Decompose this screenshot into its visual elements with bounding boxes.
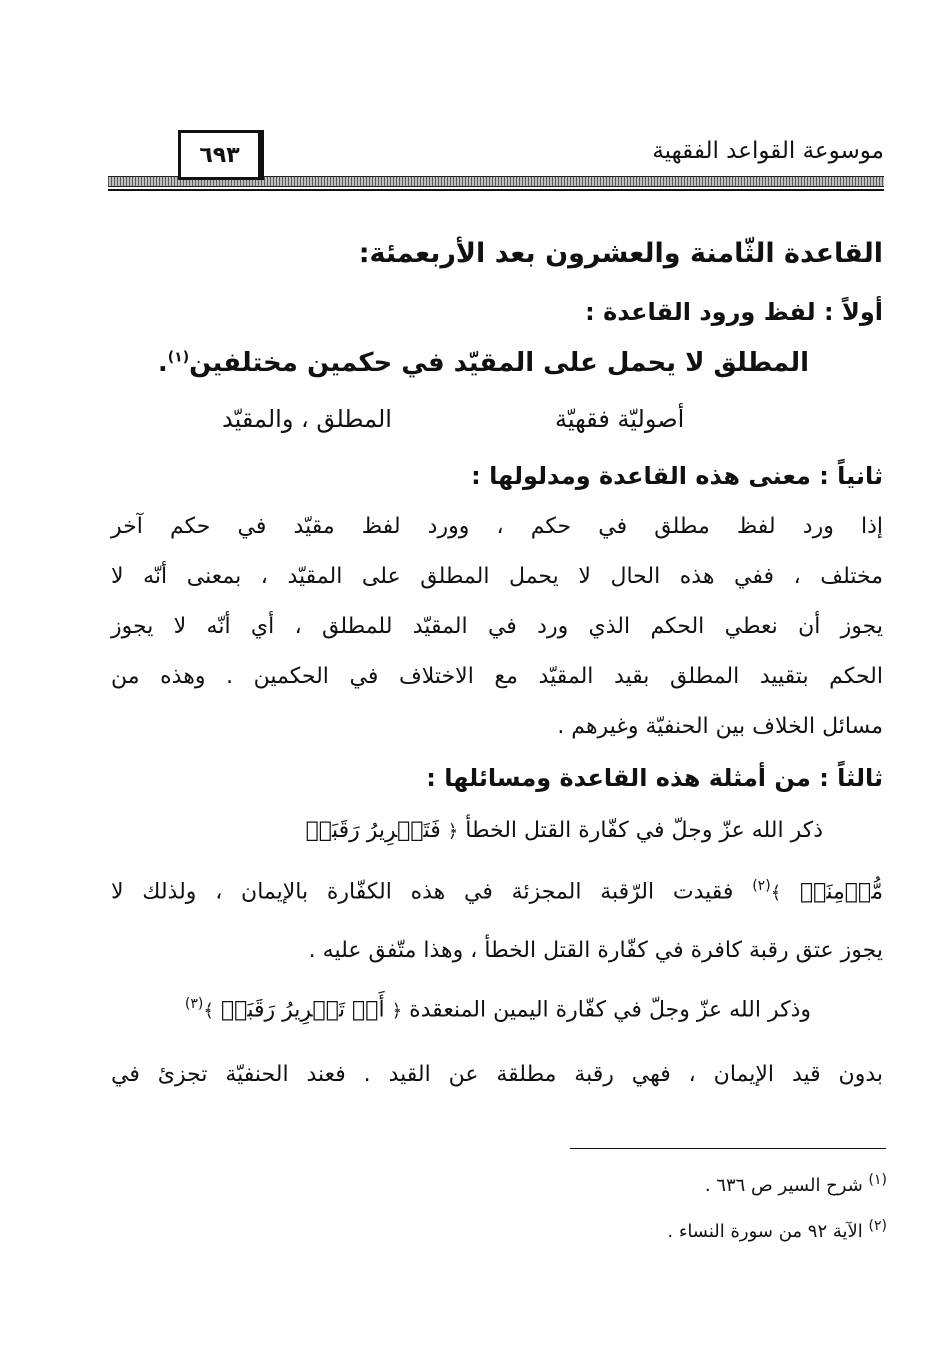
- footnote-ref-3: (٣): [184, 996, 204, 1012]
- footnote-2-marker: (٢): [868, 1218, 887, 1234]
- example1-line-3: يجوز عتق رقبة كافرة في كفّارة القتل الخطأ ، وهذا متّفق عليه .: [308, 938, 883, 963]
- footnote-1-marker: (١): [868, 1172, 887, 1188]
- example1-line-2: [111, 878, 883, 906]
- footnote-1-text: شرح السير ص ٦٣٦ .: [704, 1175, 863, 1196]
- book-title: موسوعة القواعد الفقهية: [652, 138, 884, 164]
- ornate-bracket-open: ﴿: [447, 821, 459, 842]
- footnote-ref-1: (١): [167, 349, 190, 366]
- page-number-box: [178, 130, 264, 180]
- example2-text-1: وذكر الله عزّ وجلّ في كفّارة اليمين المنعقدة: [409, 997, 811, 1023]
- verse2: أَوۡ تَحۡرِيرُ رَقَبَةٖ: [220, 997, 385, 1023]
- meaning-line-3: يجوز أن نعطي الحكم الذي ورد في المقيّد للمطلق ، أي أنّه لا يجوز: [111, 614, 883, 639]
- ornate-bracket-close: ﴾: [770, 882, 782, 904]
- meaning-line-2: مختلف ، ففي هذه الحال لا يحمل المطلق على المقيّد ، بمعنى أنّه لا: [111, 564, 883, 589]
- meaning-line-1: إذا ورد لفظ مطلق في حكم ، وورد لفظ مقيّد في حكم آخر: [111, 514, 883, 539]
- example1-text-1: ذكر الله عزّ وجلّ في كفّارة القتل الخطأ: [465, 818, 823, 843]
- footnote-1: [705, 1172, 887, 1196]
- rule-text: المطلق لا يحمل على المقيّد في حكمين مختلفين: [189, 348, 809, 378]
- footnote-ref-2: (٢): [752, 878, 771, 894]
- example2-line-1: [185, 996, 811, 1024]
- ornate-bracket-open-2: ﴿: [391, 1000, 403, 1022]
- verse1-part1: فَتَحۡرِيرُ رَقَبَةٖ: [305, 818, 441, 843]
- section2-heading: ثانياً : معنى هذه القاعدة ومدلولها :: [471, 462, 883, 490]
- example2-line-2: بدون قيد الإيمان ، فهي رقبة مطلقة عن القيد . فعند الحنفيّة تجزئ في: [111, 1062, 883, 1087]
- example1-text-2: فقيدت الرّقبة المجزئة في هذه الكفّارة بالإيمان ، ولذلك لا: [111, 879, 734, 905]
- rule-statement: [158, 348, 809, 379]
- section1-heading: أولاً : لفظ ورود القاعدة :: [585, 298, 883, 326]
- header-rule-line: [108, 189, 884, 191]
- rule-title: القاعدة الثّامنة والعشرون بعد الأربعمئة:: [358, 238, 883, 269]
- page-header: [108, 130, 884, 192]
- example1-line-1: [111, 818, 883, 844]
- rule-end: .: [157, 348, 168, 378]
- ornate-bracket-close-2: ﴾: [203, 1000, 214, 1022]
- page-number: ٦٩٣: [199, 142, 240, 168]
- section3-heading: ثالثاً : من أمثلة هذه القاعدة ومسائلها :: [426, 764, 883, 792]
- meaning-line-5: مسائل الخلاف بين الحنفيّة وغيرهم .: [557, 714, 883, 739]
- meaning-line-4: الحكم بتقييد المطلق بقيد المقيّد مع الاختلاف في الحكمين . وهذه من: [111, 664, 883, 689]
- footnote-2-text: الآية ٩٢ من سورة النساء .: [667, 1221, 863, 1242]
- footnote-2: [667, 1218, 887, 1242]
- field-category: أصوليّة فقهيّة: [555, 405, 685, 433]
- verse1-part2: مُّؤۡمِنَةٖ: [799, 879, 883, 905]
- field-topic: المطلق ، والمقيّد: [222, 405, 392, 433]
- footnote-separator: [570, 1148, 886, 1149]
